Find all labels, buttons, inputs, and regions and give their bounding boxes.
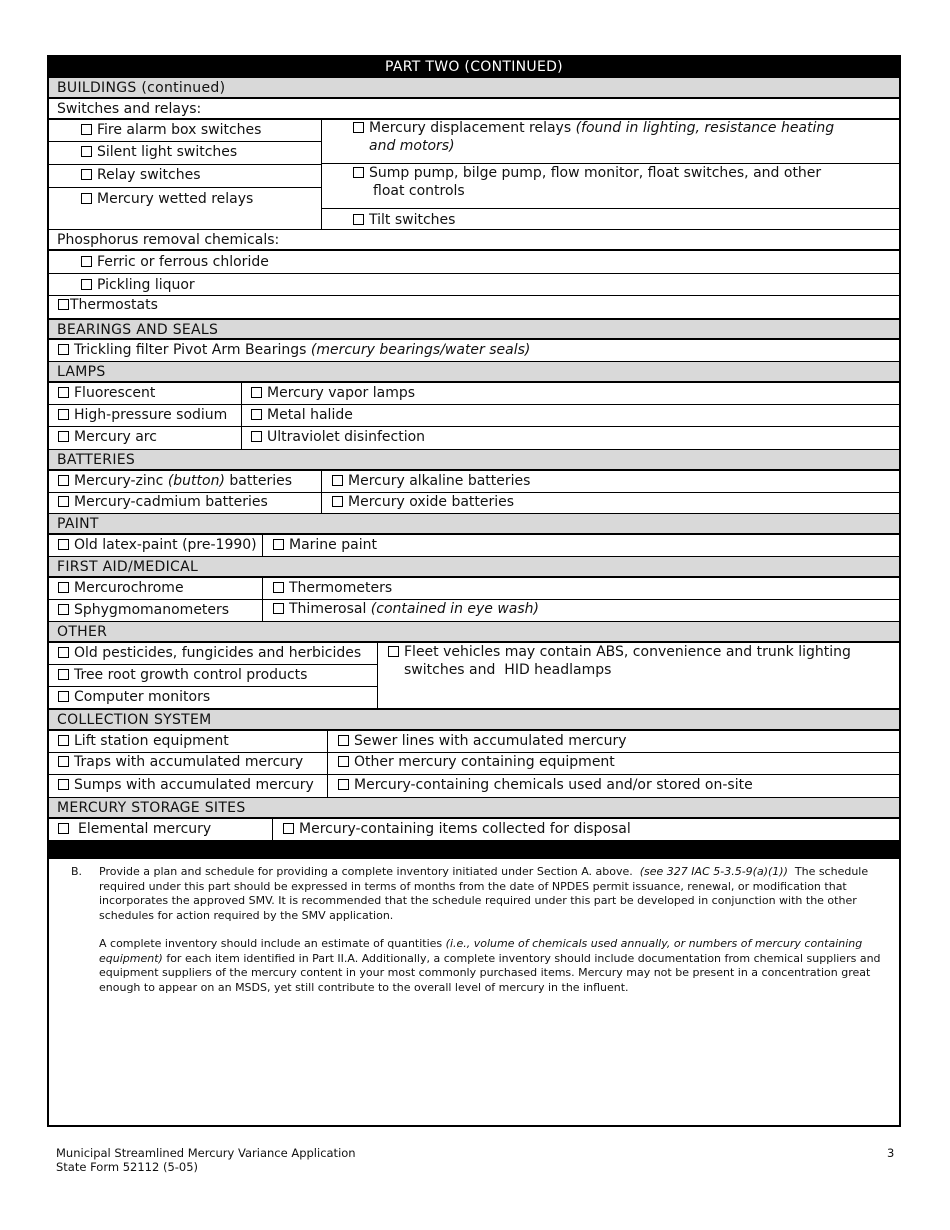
checkbox-item[interactable] — [58, 820, 211, 838]
page-number: 3 — [887, 1146, 895, 1160]
checkbox-item[interactable] — [283, 820, 631, 838]
item-label: Mercury displacement relays — [369, 120, 576, 136]
item-label: Pickling liquor — [97, 277, 195, 293]
checkbox-item[interactable] — [251, 406, 353, 424]
item-label: Marine paint — [289, 537, 377, 553]
checkbox-icon[interactable] — [81, 146, 92, 157]
checkbox-item[interactable] — [81, 190, 253, 208]
section-bearings: BEARINGS AND SEALS — [49, 319, 899, 340]
checkbox-icon[interactable] — [58, 669, 69, 680]
item-label-continued: switches and HID headlamps — [404, 662, 612, 678]
text-span: for each item identified in Part II.A. Additionally, a complete inventory should include documentation from chemical suppliers and equipment suppliers of the mercury content in your most commonly purchased items. Mercury may not be present in a concentration great enough to appear on an MSDS, yet still contribute to the overall level of mercury in the influent. — [99, 951, 881, 994]
item-label: Trickling filter Pivot Arm Bearings — [74, 342, 311, 358]
checkbox-icon[interactable] — [338, 756, 349, 767]
item-label: Mercury alkaline batteries — [348, 473, 531, 489]
checkbox-icon[interactable] — [251, 409, 262, 420]
other-grid — [49, 643, 899, 710]
checkbox-icon[interactable] — [283, 823, 294, 834]
item-label: Thermostats — [70, 297, 158, 313]
checkbox-icon[interactable] — [353, 122, 364, 133]
item-label-continued: float controls — [373, 183, 465, 199]
item-label: Silent light switches — [97, 144, 238, 160]
item-note: (button) — [167, 473, 225, 489]
text-note: (i.e., volume of chemicals used annually, or numbers of mercury containing equipment) — [99, 937, 863, 965]
checkbox-icon[interactable] — [273, 603, 284, 614]
thermostats-row — [49, 296, 899, 319]
checkbox-item[interactable] — [81, 166, 201, 184]
item-label: Tree root growth control products — [74, 667, 308, 683]
item-label: Elemental mercury — [78, 821, 212, 837]
section-first-aid: FIRST AID/MEDICAL — [49, 557, 899, 578]
checkbox-icon[interactable] — [388, 646, 399, 657]
item-label: Fluorescent — [74, 385, 156, 401]
checkbox-item[interactable] — [58, 688, 210, 706]
checkbox-item[interactable] — [58, 666, 307, 684]
item-label: Mercury-containing items collected for disposal — [299, 821, 631, 837]
checkbox-item[interactable] — [388, 643, 851, 661]
checkbox-icon[interactable] — [332, 496, 343, 507]
checkbox-item[interactable] — [332, 493, 514, 511]
footer-form-title — [56, 1146, 356, 1174]
switches-label: Switches and relays: — [49, 99, 899, 120]
checkbox-icon[interactable] — [251, 387, 262, 398]
item-label: Metal halide — [267, 407, 353, 423]
checkbox-icon[interactable] — [58, 779, 69, 790]
checkbox-item[interactable] — [58, 601, 229, 619]
item-label: Traps with accumulated mercury — [74, 754, 304, 770]
divider-bar — [49, 840, 899, 859]
item-label: Mercury-containing chemicals used and/or stored on-site — [354, 777, 753, 793]
section-storage: MERCURY STORAGE SITES — [49, 798, 899, 819]
checkbox-item[interactable] — [273, 600, 539, 618]
checkbox-item[interactable] — [251, 428, 425, 446]
item-note: (contained in eye wash) — [370, 601, 540, 617]
item-label: Mercury wetted relays — [97, 191, 254, 207]
checkbox-icon[interactable] — [273, 539, 284, 550]
item-label: Computer monitors — [74, 689, 211, 705]
collection-grid — [49, 731, 899, 798]
storage-row — [49, 819, 899, 840]
item-note: and motors) — [369, 138, 455, 154]
checkbox-icon[interactable] — [58, 756, 69, 767]
checkbox-item[interactable] — [81, 143, 237, 161]
item-label: Sewer lines with accumulated mercury — [354, 733, 627, 749]
section-lamps: LAMPS — [49, 362, 899, 383]
lamps-grid — [49, 383, 899, 450]
phosphorus-item-row — [49, 251, 899, 274]
checkbox-icon[interactable] — [58, 496, 69, 507]
section-buildings: BUILDINGS (continued) — [49, 78, 899, 99]
section-paint: PAINT — [49, 514, 899, 535]
item-label: Lift station equipment — [74, 733, 229, 749]
checkbox-item[interactable] — [58, 493, 268, 511]
part-header: PART TWO (CONTINUED) — [49, 57, 899, 78]
paint-row — [49, 535, 899, 557]
item-label: Sump pump, bilge pump, flow monitor, float switches, and other — [369, 165, 822, 181]
checkbox-icon[interactable] — [81, 279, 92, 290]
checkbox-icon[interactable] — [58, 475, 69, 486]
checkbox-icon[interactable] — [58, 409, 69, 420]
checkbox-item[interactable] — [338, 753, 615, 771]
batteries-grid — [49, 471, 899, 514]
checkbox-icon[interactable] — [58, 604, 69, 615]
checkbox-item[interactable] — [58, 341, 530, 359]
item-label: Sphygmomanometers — [74, 602, 230, 618]
checkbox-icon[interactable] — [58, 735, 69, 746]
checkbox-icon[interactable] — [58, 431, 69, 442]
checkbox-item[interactable] — [58, 406, 227, 424]
checkbox-icon[interactable] — [251, 431, 262, 442]
bearings-row — [49, 340, 899, 362]
citation: (see 327 IAC 5-3.5-9(a)(1)) — [639, 865, 788, 878]
item-label: Mercury arc — [74, 429, 157, 445]
switches-grid — [49, 120, 899, 230]
checkbox-item[interactable] — [353, 164, 821, 182]
checkbox-item[interactable] — [58, 384, 155, 402]
checkbox-item[interactable] — [332, 472, 530, 490]
item-label: batteries — [224, 473, 292, 489]
item-label: Relay switches — [97, 167, 201, 183]
item-label: Mercury-zinc — [74, 473, 168, 489]
checkbox-item[interactable] — [81, 253, 269, 271]
text-span: A complete inventory should include an estimate of quantities — [99, 937, 443, 950]
checkbox-icon[interactable] — [81, 169, 92, 180]
item-label: High-pressure sodium — [74, 407, 228, 423]
item-label: Fleet vehicles may contain ABS, convenience and trunk lighting — [404, 644, 851, 660]
footer-line-2: State Form 52112 (5-05) — [56, 1160, 199, 1174]
checkbox-item[interactable] — [353, 211, 455, 229]
checkbox-item[interactable] — [251, 384, 415, 402]
item-label: Ferric or ferrous chloride — [97, 254, 269, 270]
item-label: Thimerosal — [289, 601, 371, 617]
section-other: OTHER — [49, 622, 899, 643]
checkbox-icon[interactable] — [353, 214, 364, 225]
checkbox-icon[interactable] — [81, 256, 92, 267]
checkbox-item[interactable] — [338, 732, 627, 750]
item-note-continued — [369, 137, 455, 155]
item-label: Mercury-cadmium batteries — [74, 494, 268, 510]
checkbox-icon[interactable] — [58, 582, 69, 593]
item-note: (mercury bearings/water seals) — [310, 342, 531, 358]
inventory-form — [47, 55, 901, 1127]
item-label: Mercury vapor lamps — [267, 385, 416, 401]
section-collection: COLLECTION SYSTEM — [49, 710, 899, 731]
item-label: Other mercury containing equipment — [354, 754, 615, 770]
phosphorus-item-row — [49, 274, 899, 296]
first-aid-grid — [49, 578, 899, 622]
checkbox-icon[interactable] — [58, 539, 69, 550]
text-span: Provide a plan and schedule for providing a complete inventory initiated under Section A. above. — [99, 865, 633, 878]
item-label: Sumps with accumulated mercury — [74, 777, 314, 793]
checkbox-item[interactable] — [58, 753, 303, 771]
checkbox-item[interactable] — [81, 276, 195, 294]
section-batteries: BATTERIES — [49, 450, 899, 471]
checkbox-icon[interactable] — [58, 691, 69, 702]
checkbox-item[interactable] — [58, 644, 361, 662]
phosphorus-label: Phosphorus removal chemicals: — [49, 230, 899, 251]
section-b-paragraph-1 — [99, 865, 889, 923]
checkbox-item[interactable] — [58, 296, 158, 314]
checkbox-icon[interactable] — [58, 344, 69, 355]
checkbox-item[interactable] — [58, 776, 314, 794]
section-b-paragraph-2 — [99, 937, 889, 995]
checkbox-icon[interactable] — [81, 124, 92, 135]
checkbox-item[interactable] — [58, 536, 257, 554]
checkbox-item[interactable] — [273, 536, 377, 554]
checkbox-icon[interactable] — [81, 193, 92, 204]
item-label: Thermometers — [289, 580, 393, 596]
checkbox-item[interactable] — [58, 579, 184, 597]
checkbox-icon[interactable] — [338, 779, 349, 790]
checkbox-icon[interactable] — [273, 582, 284, 593]
checkbox-item[interactable] — [81, 121, 261, 139]
checkbox-item[interactable] — [58, 732, 229, 750]
item-label: Mercury oxide batteries — [348, 494, 515, 510]
checkbox-icon[interactable] — [338, 735, 349, 746]
item-label: Tilt switches — [369, 212, 456, 228]
section-b-instructions — [49, 859, 899, 995]
checkbox-item[interactable] — [58, 428, 157, 446]
checkbox-icon[interactable] — [58, 299, 69, 310]
checkbox-icon[interactable] — [353, 167, 364, 178]
footer-line-1: Municipal Streamlined Mercury Variance Application — [56, 1146, 356, 1160]
checkbox-item[interactable] — [58, 472, 292, 490]
item-label: Old latex-paint (pre-1990) — [74, 537, 257, 553]
section-b-label: B. — [71, 865, 83, 878]
item-label: Old pesticides, fungicides and herbicides — [74, 645, 362, 661]
item-label: Mercurochrome — [74, 580, 184, 596]
checkbox-item[interactable] — [353, 119, 834, 137]
item-label: Ultraviolet disinfection — [267, 429, 426, 445]
item-note: (found in lighting, resistance heating — [575, 120, 835, 136]
checkbox-item[interactable] — [273, 579, 392, 597]
checkbox-icon[interactable] — [58, 387, 69, 398]
checkbox-icon[interactable] — [332, 475, 343, 486]
text-span: The schedule required under this part should be expressed in terms of months from the date of NPDES permit issuance, renewal, or modification that incorporates the approved SMV. It is recommended that the schedule required under this part be developed in conjunction with the other schedules for action required by the SMV application. — [99, 865, 869, 922]
checkbox-item[interactable] — [338, 776, 753, 794]
item-label: Fire alarm box switches — [97, 122, 262, 138]
checkbox-icon[interactable] — [58, 647, 69, 658]
checkbox-icon[interactable] — [58, 823, 69, 834]
